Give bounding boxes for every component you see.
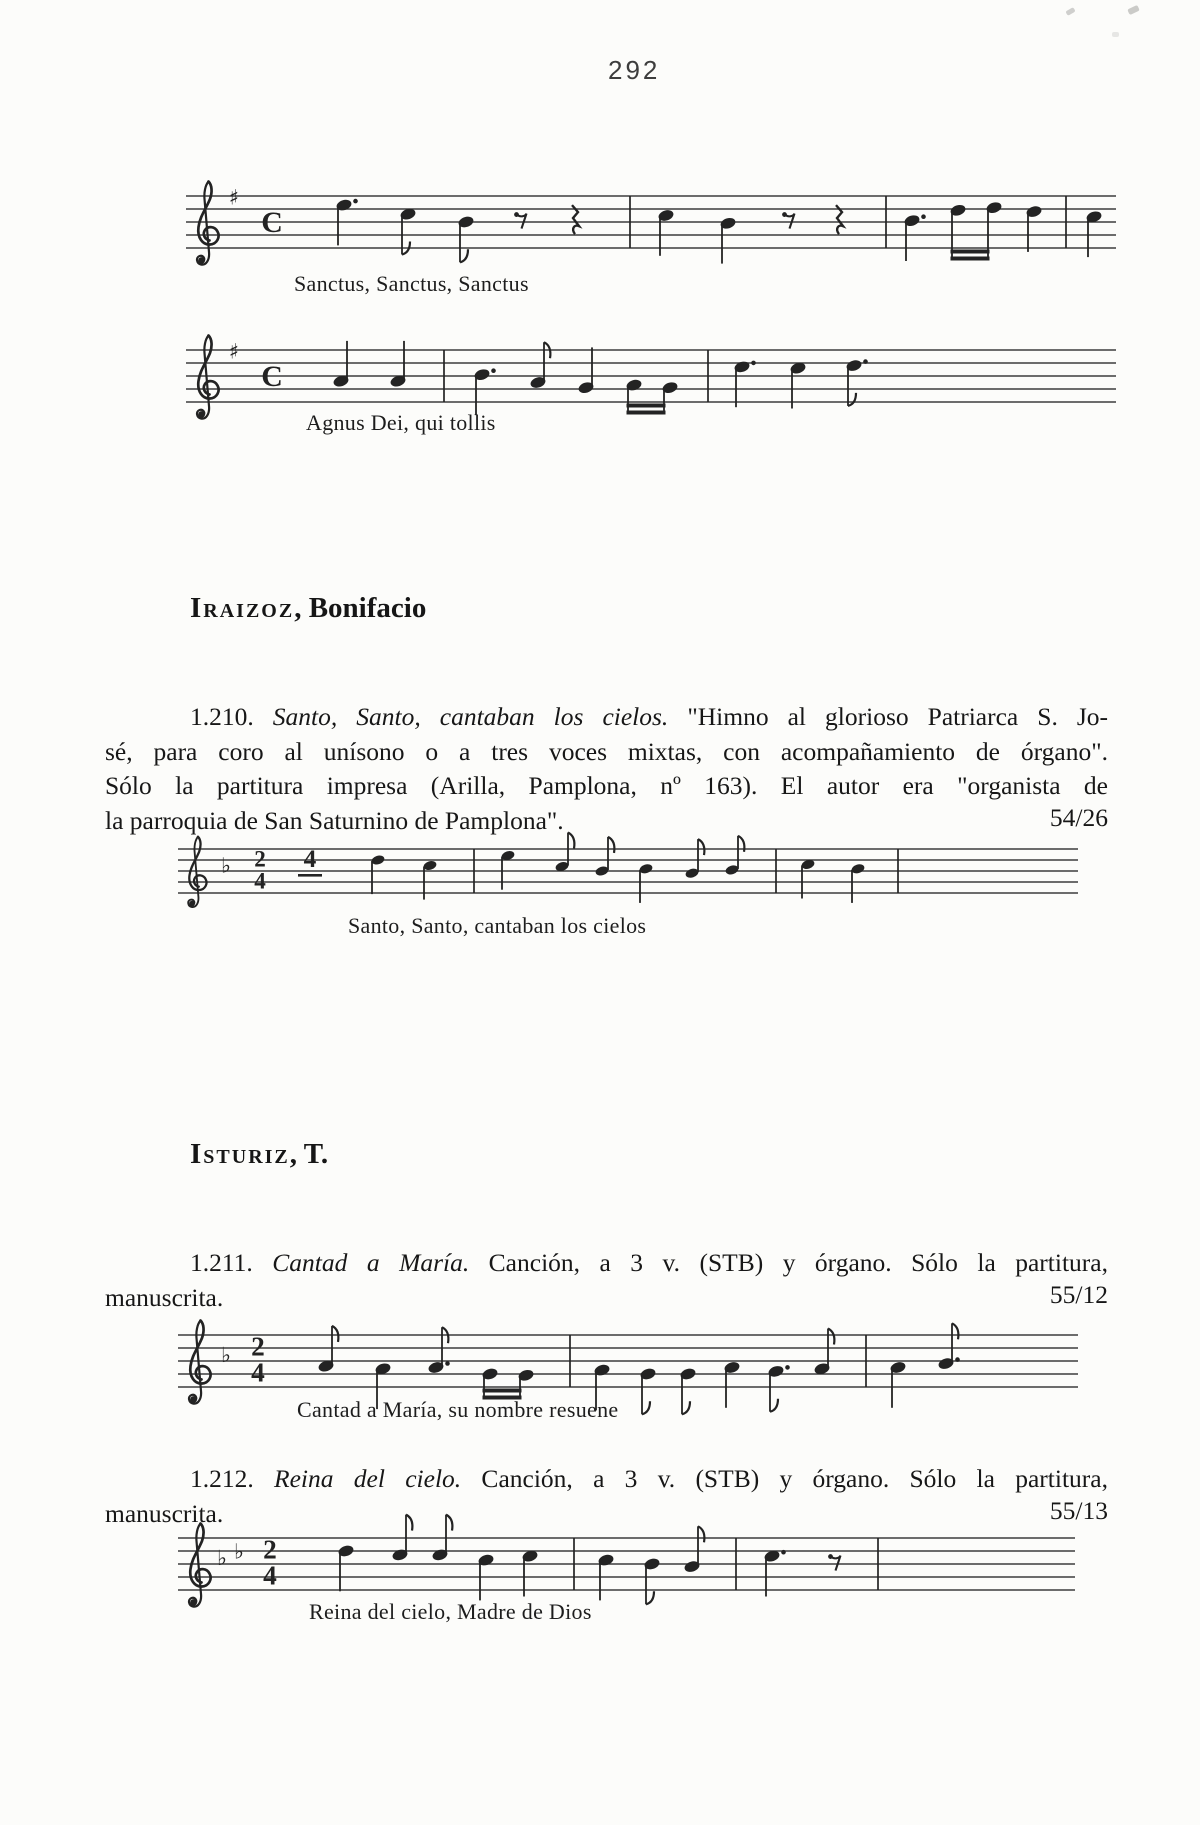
entry-text-line: manuscrita. bbox=[105, 1282, 224, 1312]
svg-text:♭: ♭ bbox=[217, 1545, 227, 1570]
incipit-caption-sanctus: Sanctus, Sanctus, Sanctus bbox=[294, 271, 529, 296]
composer-heading-iraizoz bbox=[190, 592, 426, 625]
incipit-caption-cantad: Cantad a María, su nombre resuene bbox=[297, 1397, 619, 1422]
composer-firstname: , T. bbox=[289, 1138, 329, 1170]
svg-text:4: 4 bbox=[303, 845, 317, 874]
svg-text:4: 4 bbox=[251, 1357, 265, 1388]
entry-text-line: 1.212. Reina del cielo. Canción, a 3 v. (STB) y órgano. Sólo la partitura, bbox=[190, 1464, 1108, 1493]
svg-text:2: 2 bbox=[263, 1534, 277, 1565]
entry-text-line: Sólo la partitura impresa (Arilla, Pamplona, nº 163). El autor era "organista de bbox=[105, 771, 1108, 800]
svg-text:♯: ♯ bbox=[228, 185, 240, 210]
scan-speck bbox=[1127, 5, 1140, 15]
incipit-caption-santo: Santo, Santo, cantaban los cielos bbox=[348, 913, 647, 938]
svg-text:2: 2 bbox=[251, 1331, 265, 1362]
archive-reference: 55/12 bbox=[1049, 1279, 1108, 1309]
archive-reference: 54/26 bbox=[1049, 802, 1108, 832]
entry-text-line: 1.210. Santo, Santo, cantaban los cielos. "Himno al glorioso Patriarca S. Jo- bbox=[190, 702, 1109, 731]
entry-text-line: sé, para coro al unísono o a tres voces mixtas, con acompañamiento de órgano". bbox=[105, 736, 1108, 766]
entry-text-line: manuscrita. bbox=[105, 1498, 224, 1528]
svg-text:4: 4 bbox=[263, 1560, 277, 1591]
scan-speck bbox=[1112, 32, 1119, 37]
svg-text:♯: ♯ bbox=[228, 339, 240, 364]
svg-text:♭: ♭ bbox=[221, 1342, 231, 1367]
svg-text:C: C bbox=[261, 359, 283, 393]
composer-firstname: , Bonifacio bbox=[294, 592, 427, 624]
composer-surname: Iraizoz bbox=[190, 592, 295, 624]
svg-text:♭: ♭ bbox=[221, 853, 231, 878]
entry-text-line: 1.211. Cantad a María. Canción, a 3 v. (STB) y órgano. Sólo la partitura, bbox=[190, 1248, 1108, 1277]
composer-surname: Isturiz bbox=[190, 1138, 290, 1170]
svg-text:2: 2 bbox=[254, 845, 266, 872]
svg-text:4: 4 bbox=[254, 867, 266, 894]
page-number: 292 bbox=[608, 55, 661, 85]
music-staff-sanctus bbox=[186, 160, 1116, 280]
archive-reference: 55/13 bbox=[1049, 1495, 1108, 1525]
composer-heading-isturiz bbox=[190, 1138, 328, 1171]
incipit-caption-agnus-dei: Agnus Dei, qui tollis bbox=[306, 410, 496, 435]
entry-text-line: la parroquia de San Saturnino de Pamplona". bbox=[105, 805, 564, 835]
scan-speck bbox=[1065, 7, 1075, 16]
svg-text:♭: ♭ bbox=[234, 1539, 244, 1564]
incipit-caption-reina: Reina del cielo, Madre de Dios bbox=[309, 1599, 592, 1624]
svg-text:C: C bbox=[261, 205, 283, 239]
